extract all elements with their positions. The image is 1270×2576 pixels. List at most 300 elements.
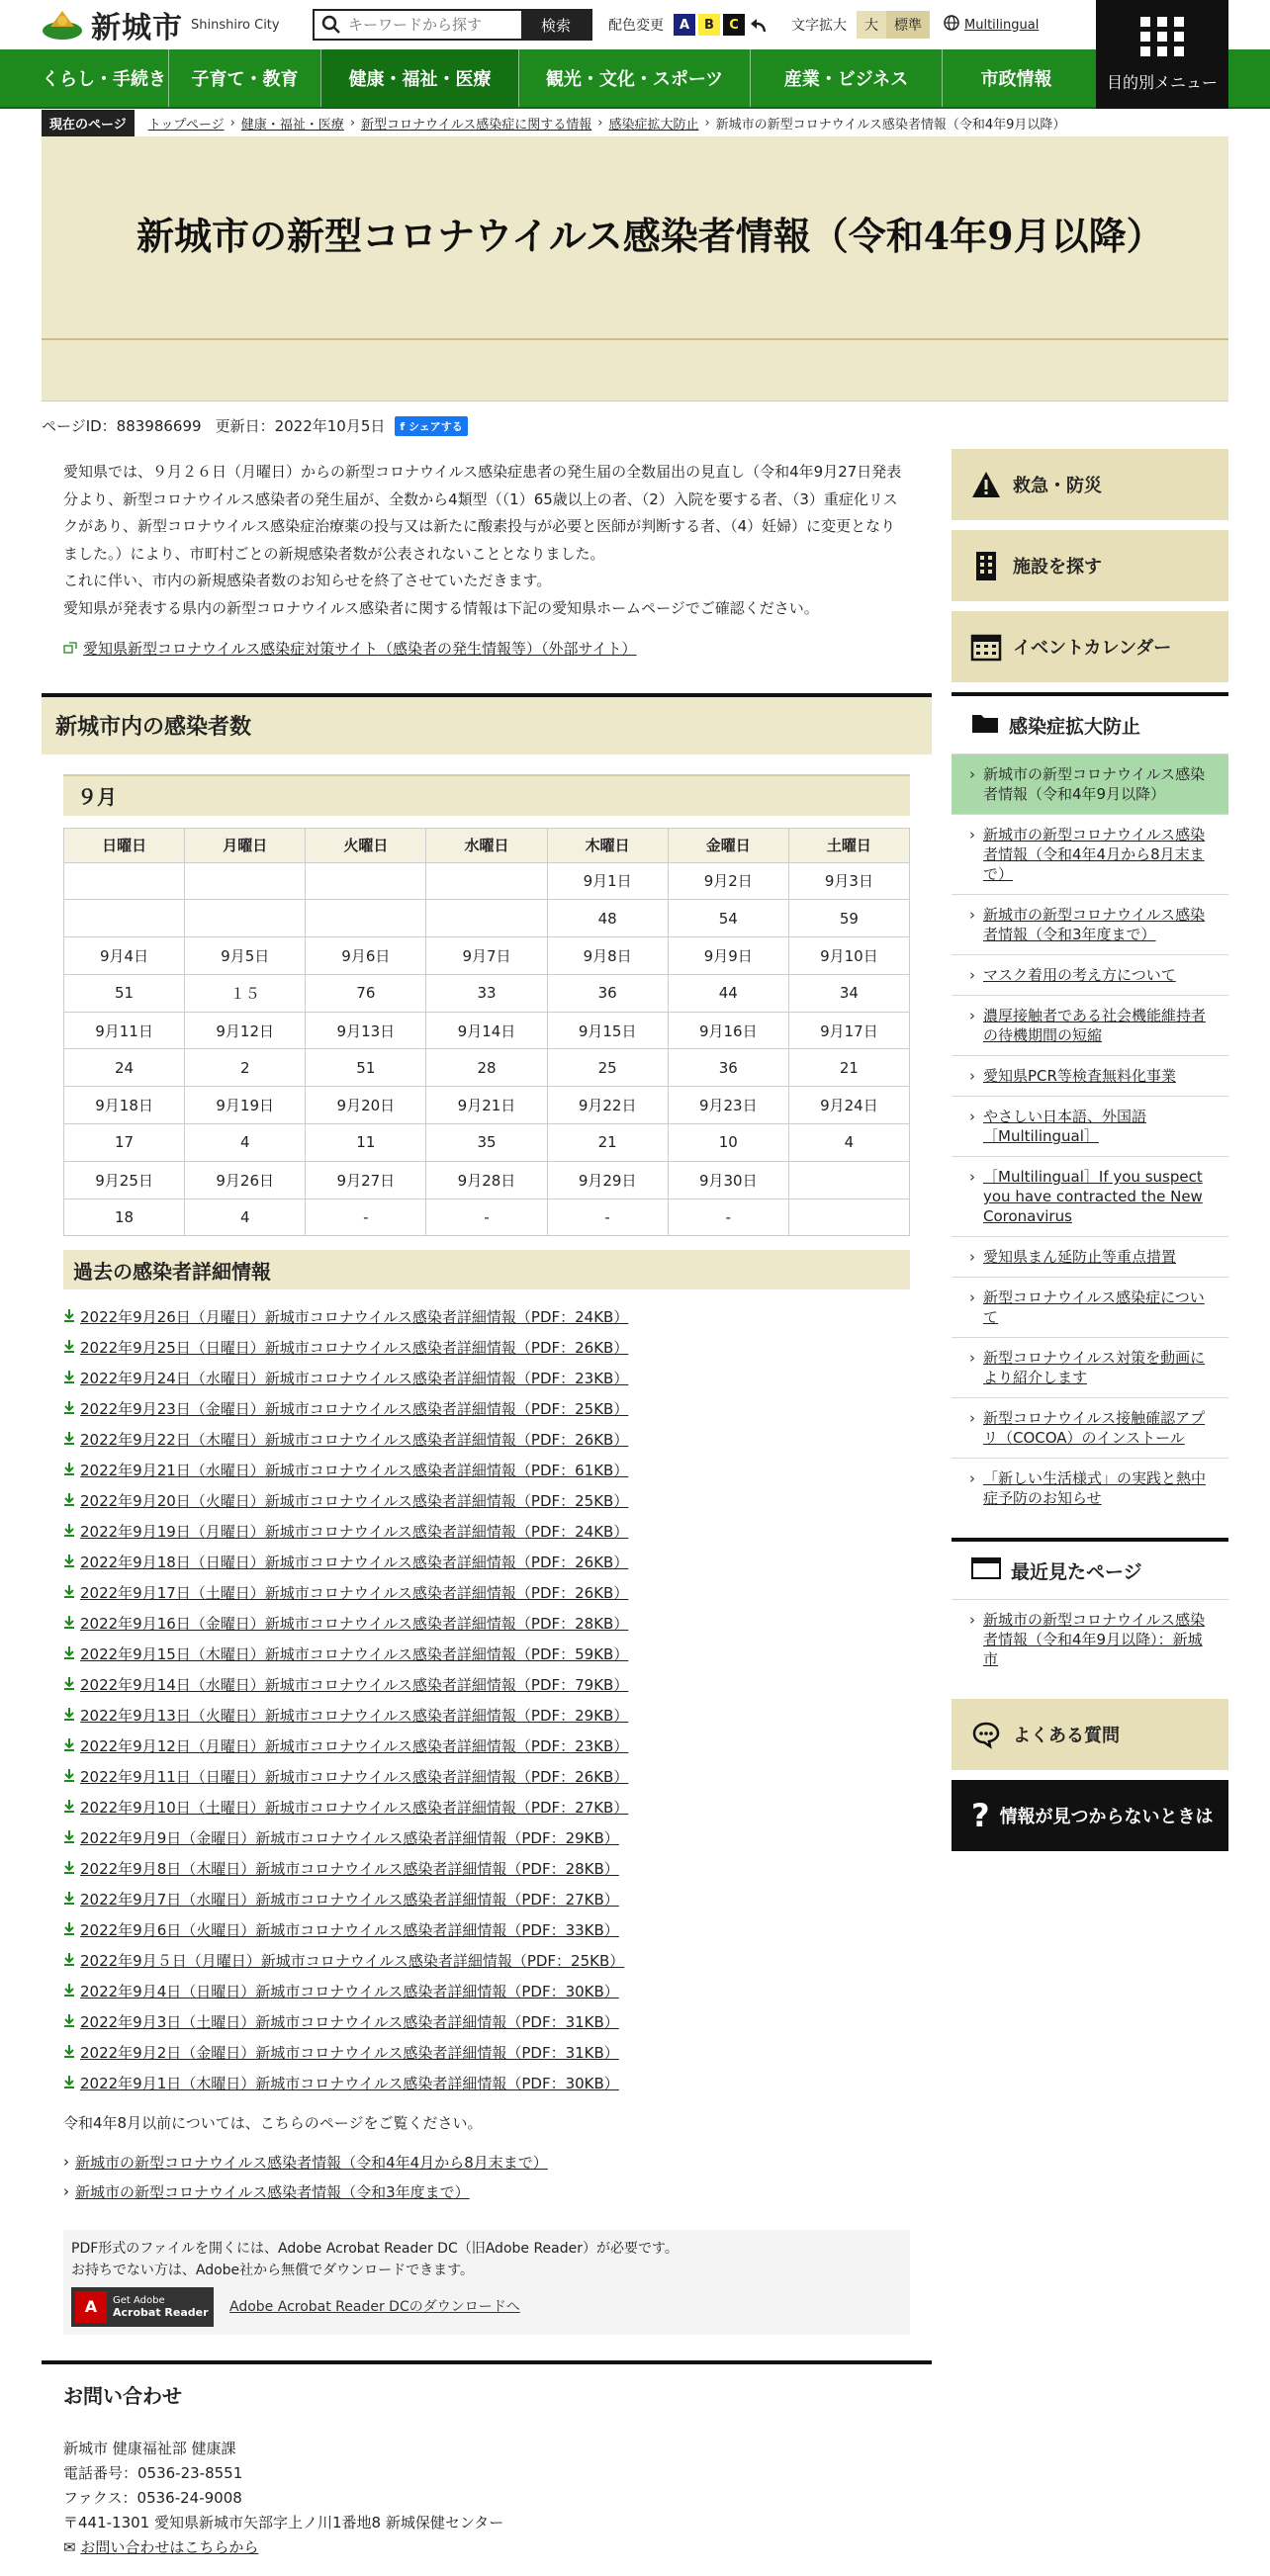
calendar-date-cell: 9月10日 bbox=[788, 937, 909, 975]
search-box bbox=[313, 9, 592, 41]
download-icon bbox=[63, 1554, 75, 1571]
chevron-right-icon: › bbox=[969, 1007, 975, 1024]
calendar-count-cell: 2 bbox=[185, 1049, 306, 1087]
calendar-date-row bbox=[64, 1161, 910, 1199]
page-meta bbox=[42, 415, 468, 436]
calendar-count-row bbox=[64, 1199, 910, 1236]
chevron-right-icon: › bbox=[63, 2182, 69, 2201]
pdf-link-label[interactable]: 2022年9月2日（金曜日）新城市コロナウイルス感染者詳細情報（PDF：31KB） bbox=[80, 2044, 619, 2063]
calendar-date-cell: 9月16日 bbox=[668, 1012, 788, 1049]
side-nav-item[interactable] bbox=[952, 1277, 1228, 1337]
pdf-link-item[interactable] bbox=[63, 1577, 910, 1608]
pdf-link-item[interactable] bbox=[63, 1884, 910, 1914]
calendar-count-cell: 17 bbox=[64, 1124, 185, 1162]
calendar-count-cell: 21 bbox=[547, 1124, 668, 1162]
adobe-reader-badge[interactable] bbox=[71, 2287, 214, 2327]
side-nav-item-label[interactable]: 愛知県PCR等検査無料化事業 bbox=[983, 1067, 1176, 1085]
not-found-label: 情報が見つからないときは bbox=[999, 1807, 1214, 1827]
calendar-date-cell: 9月18日 bbox=[64, 1087, 185, 1124]
pdf-link-label[interactable]: 2022年9月13日（火曜日）新城市コロナウイルス感染者詳細情報（PDF：29KB） bbox=[80, 1707, 629, 1726]
calendar-date-cell bbox=[788, 1161, 909, 1199]
calendar-date-cell bbox=[306, 862, 426, 900]
calendar-date-row bbox=[64, 1087, 910, 1124]
intro-paragraph: 愛知県が発表する県内の新型コロナウイルス感染者に関する情報は下記の愛知県ホームページでご確認ください。 bbox=[63, 598, 819, 617]
multilingual-label[interactable]: Multilingual bbox=[964, 17, 1040, 33]
pdf-link-label[interactable]: 2022年9月8日（木曜日）新城市コロナウイルス感染者詳細情報（PDF：28KB） bbox=[80, 1860, 619, 1879]
color-b-button[interactable]: B bbox=[698, 14, 720, 36]
calendar-date-cell bbox=[426, 862, 547, 900]
calendar-date-cell: 9月1日 bbox=[547, 862, 668, 900]
color-label: 配色変更 bbox=[608, 18, 664, 34]
chevron-right-icon: › bbox=[969, 826, 975, 844]
pdf-link-label[interactable]: 2022年9月18日（日曜日）新城市コロナウイルス感染者詳細情報（PDF：26KB） bbox=[80, 1554, 629, 1572]
folder-icon bbox=[971, 712, 999, 739]
pdf-link-label[interactable]: 2022年9月23日（金曜日）新城市コロナウイルス感染者詳細情報（PDF：25KB） bbox=[80, 1400, 629, 1419]
calendar-count-row bbox=[64, 1049, 910, 1087]
side-nav-item[interactable] bbox=[952, 1096, 1228, 1156]
side-nav-item-label[interactable]: 新城市の新型コロナウイルス感染者情報（令和4年9月以降） bbox=[983, 765, 1206, 803]
pdf-link-label[interactable]: 2022年9月4日（日曜日）新城市コロナウイルス感染者詳細情報（PDF：30KB） bbox=[80, 1983, 619, 2001]
page-title: 新城市の新型コロナウイルス感染者情報（令和4年9月以降） bbox=[136, 214, 1164, 258]
pdf-link-label[interactable]: 2022年9月14日（水曜日）新城市コロナウイルス感染者詳細情報（PDF：79KB） bbox=[80, 1676, 629, 1695]
chevron-right-icon: › bbox=[969, 1288, 975, 1306]
calendar-date-cell: 9月17日 bbox=[788, 1012, 909, 1049]
contact-form-label[interactable]: お問い合わせはこちらから bbox=[80, 2538, 259, 2556]
side-nav-item[interactable] bbox=[952, 1337, 1228, 1397]
side-nav-item[interactable] bbox=[952, 1055, 1228, 1096]
month-heading: ９月 bbox=[63, 774, 910, 816]
weekday-header: 水曜日 bbox=[426, 828, 547, 862]
sidebar bbox=[952, 449, 1228, 1851]
side-nav-item[interactable] bbox=[952, 894, 1228, 954]
calendar-date-cell: 9月19日 bbox=[185, 1087, 306, 1124]
calendar-date-cell: 9月23日 bbox=[668, 1087, 788, 1124]
search-input[interactable] bbox=[348, 11, 521, 39]
pdf-link-label[interactable]: 2022年9月25日（日曜日）新城市コロナウイルス感染者詳細情報（PDF：26KB） bbox=[80, 1339, 629, 1358]
color-reset-icon[interactable] bbox=[748, 14, 770, 36]
chevron-right-icon: › bbox=[63, 2153, 69, 2172]
mega-menu-button[interactable] bbox=[1096, 0, 1228, 109]
side-nav-item[interactable] bbox=[952, 1236, 1228, 1277]
calendar-date-cell: 9月29日 bbox=[547, 1161, 668, 1199]
pdf-link-label[interactable]: 2022年9月6日（火曜日）新城市コロナウイルス感染者詳細情報（PDF：33KB） bbox=[80, 1921, 619, 1940]
calendar-count-cell bbox=[185, 900, 306, 937]
download-icon bbox=[63, 1370, 75, 1387]
pdf-link-item[interactable] bbox=[63, 1547, 910, 1577]
calendar-date-cell: 9月24日 bbox=[788, 1087, 909, 1124]
chevron-right-icon: › bbox=[969, 966, 975, 984]
weekday-header: 日曜日 bbox=[64, 828, 185, 862]
chevron-right-icon: › bbox=[969, 1611, 975, 1629]
recent-item[interactable] bbox=[952, 1599, 1228, 1679]
download-icon bbox=[63, 1952, 75, 1970]
side-nav-list bbox=[952, 754, 1228, 1518]
calendar-count-cell: - bbox=[547, 1199, 668, 1236]
pdf-link-label[interactable]: 2022年9月５日（月曜日）新城市コロナウイルス感染者詳細情報（PDF：25KB） bbox=[80, 1952, 625, 1971]
pdf-link-label[interactable]: 2022年9月7日（水曜日）新城市コロナウイルス感染者詳細情報（PDF：27KB） bbox=[80, 1891, 619, 1910]
speech-bubble-icon bbox=[971, 1720, 1001, 1749]
adobe-badge-top: Get Adobe bbox=[113, 2294, 165, 2306]
side-nav-item-label[interactable]: 新型コロナウイルス感染症について bbox=[983, 1288, 1205, 1326]
intro-paragraph: 愛知県では、９月２６日（月曜日）からの新型コロナウイルス感染症患者の発生届の全数届出の見直し（令和4年9月27日発表分より、新型コロナウイルス感染者の発生届が、全数から4類型（（1）65歳以上の者、（2）入院を要する者、（3）重症化リスクがあり、新型コロナウイルス感染症治療薬の投与又は新たに酸素投与が必要と医師が判断する者、（4）妊婦）に変更となりました。）により、市町村ごとの新規感染者数が公表されないこととなりました。 bbox=[63, 463, 902, 563]
nav-item-health[interactable]: 健康・福祉・医療 bbox=[320, 49, 518, 107]
calendar-count-cell: 36 bbox=[547, 974, 668, 1012]
main-content bbox=[42, 449, 932, 2335]
chevron-right-icon: › bbox=[969, 1108, 975, 1125]
calendar-count-cell bbox=[788, 1199, 909, 1236]
calendar-date-cell: 9月9日 bbox=[668, 937, 788, 975]
chevron-right-icon: › bbox=[969, 1168, 975, 1186]
pdf-link-label[interactable]: 2022年9月11日（日曜日）新城市コロナウイルス感染者詳細情報（PDF：26KB） bbox=[80, 1768, 629, 1787]
nav-item-government[interactable]: 市政情報 bbox=[942, 49, 1090, 107]
calendar-count-cell: 33 bbox=[426, 974, 547, 1012]
calendar-count-cell: 44 bbox=[668, 974, 788, 1012]
download-icon bbox=[63, 1829, 75, 1847]
pdf-link-item[interactable] bbox=[63, 1455, 910, 1485]
pdf-link-item[interactable] bbox=[63, 1424, 910, 1455]
calendar-date-cell bbox=[185, 862, 306, 900]
faq-label: よくある質問 bbox=[1013, 1726, 1120, 1746]
pdf-link-item[interactable] bbox=[63, 1301, 910, 1332]
search-icon bbox=[315, 11, 348, 39]
calendar-count-cell bbox=[306, 900, 426, 937]
calendar-date-cell: 9月27日 bbox=[306, 1161, 426, 1199]
calendar-date-cell: 9月2日 bbox=[668, 862, 788, 900]
pdf-link-label[interactable]: 2022年9月22日（木曜日）新城市コロナウイルス感染者詳細情報（PDF：26KB） bbox=[80, 1431, 629, 1450]
site-logo[interactable] bbox=[42, 3, 309, 46]
download-icon bbox=[63, 1615, 75, 1633]
warning-icon bbox=[971, 470, 1001, 499]
page-id: ページID：883986699 bbox=[42, 417, 202, 435]
chevron-right-icon: › bbox=[969, 1248, 975, 1266]
contact-fax: ファクス：0536-24-9008 bbox=[63, 2489, 242, 2507]
calendar-count-cell: 76 bbox=[306, 974, 426, 1012]
pdf-link-item[interactable] bbox=[63, 1945, 910, 1976]
not-found-button[interactable] bbox=[952, 1780, 1228, 1851]
nav-item-life[interactable]: くらし・手続き bbox=[42, 69, 166, 90]
side-nav-item-label[interactable]: 新城市の新型コロナウイルス感染者情報（令和3年度まで） bbox=[983, 906, 1206, 943]
pdf-link-label[interactable]: 2022年9月19日（月曜日）新城市コロナウイルス感染者詳細情報（PDF：24KB） bbox=[80, 1523, 629, 1542]
font-large-button[interactable]: 大 bbox=[857, 11, 886, 39]
calendar-icon bbox=[971, 632, 1001, 662]
breadcrumb-here-label: 現在のページ bbox=[42, 110, 135, 136]
calendar-date-cell: 9月12日 bbox=[185, 1012, 306, 1049]
pdf-link-item[interactable] bbox=[63, 1363, 910, 1393]
calendar-date-row bbox=[64, 937, 910, 975]
global-nav bbox=[0, 49, 1270, 109]
facility-button[interactable] bbox=[952, 530, 1228, 601]
section-heading: 新城市内の感染者数 bbox=[42, 693, 932, 755]
contact-form-link[interactable] bbox=[63, 2535, 910, 2560]
download-icon bbox=[63, 2013, 75, 2031]
calendar-count-cell: 59 bbox=[788, 900, 909, 937]
nav-item-childcare[interactable]: 子育て・教育 bbox=[168, 49, 320, 107]
prior-link-label[interactable]: 新城市の新型コロナウイルス感染者情報（令和4年4月から8月末まで） bbox=[75, 2153, 548, 2172]
calendar-date-cell: 9月26日 bbox=[185, 1161, 306, 1199]
calendar-date-cell: 9月7日 bbox=[426, 937, 547, 975]
download-icon bbox=[63, 1492, 75, 1510]
side-nav-item-label[interactable]: 濃厚接触者である社会機能維持者の待機期間の短縮 bbox=[983, 1007, 1207, 1044]
download-icon bbox=[63, 1676, 75, 1694]
chevron-right-icon: › bbox=[704, 115, 710, 131]
calendar-date-cell: 9月15日 bbox=[547, 1012, 668, 1049]
prior-links bbox=[63, 2147, 910, 2206]
pdf-link-item[interactable] bbox=[63, 1822, 910, 1853]
pdf-link-label[interactable]: 2022年9月15日（木曜日）新城市コロナウイルス感染者詳細情報（PDF：59KB） bbox=[80, 1645, 629, 1664]
pdf-link-item[interactable] bbox=[63, 1914, 910, 1945]
question-icon: ? bbox=[971, 1797, 990, 1834]
calendar-count-cell: - bbox=[426, 1199, 547, 1236]
city-emblem-icon bbox=[42, 9, 83, 41]
calendar-count-cell: - bbox=[306, 1199, 426, 1236]
side-nav-item[interactable] bbox=[952, 1156, 1228, 1236]
download-icon bbox=[63, 1891, 75, 1909]
side-section-title: 感染症拡大防止 bbox=[1009, 715, 1141, 738]
facility-label: 施設を探す bbox=[1013, 557, 1102, 577]
calendar-count-row bbox=[64, 1124, 910, 1162]
recent-list bbox=[952, 1599, 1228, 1679]
calendar-count-cell: 48 bbox=[547, 900, 668, 937]
intro-paragraph: これに伴い、市内の新規感染者数のお知らせを終了させていただきます。 bbox=[63, 572, 552, 589]
calendar-date-cell: 9月8日 bbox=[547, 937, 668, 975]
download-icon bbox=[63, 1737, 75, 1755]
side-section-heading bbox=[952, 692, 1228, 754]
calendar-count-cell: 24 bbox=[64, 1049, 185, 1087]
chevron-right-icon: › bbox=[969, 1409, 975, 1427]
calendar-count-cell bbox=[64, 900, 185, 937]
breadcrumb-link-top[interactable]: トップページ bbox=[147, 117, 225, 133]
nav-item-tourism[interactable]: 観光・文化・スポーツ bbox=[518, 49, 750, 107]
chevron-right-icon: › bbox=[229, 115, 235, 131]
contact-section bbox=[42, 2360, 932, 2576]
pdf-link-label[interactable]: 2022年9月21日（水曜日）新城市コロナウイルス感染者詳細情報（PDF：61KB） bbox=[80, 1462, 629, 1480]
breadcrumb-link-health[interactable]: 健康・福祉・医療 bbox=[240, 117, 344, 133]
infection-calendar bbox=[63, 828, 910, 1237]
calendar-count-cell: 4 bbox=[788, 1124, 909, 1162]
calendar-date-cell: 9月21日 bbox=[426, 1087, 547, 1124]
mega-menu-label: 目的別メニュー bbox=[1106, 72, 1218, 92]
side-nav-item[interactable] bbox=[952, 954, 1228, 995]
pdf-link-item[interactable] bbox=[63, 2037, 910, 2068]
chevron-right-icon: › bbox=[349, 115, 356, 131]
emergency-button[interactable] bbox=[952, 449, 1228, 520]
calendar-count-row bbox=[64, 900, 910, 937]
side-nav-item[interactable] bbox=[952, 754, 1228, 814]
past-info-heading: 過去の感染者詳細情報 bbox=[63, 1250, 910, 1289]
pdf-link-label[interactable]: 2022年9月3日（土曜日）新城市コロナウイルス感染者詳細情報（PDF：31KB） bbox=[80, 2013, 619, 2032]
prior-link-label[interactable]: 新城市の新型コロナウイルス感染者情報（令和3年度まで） bbox=[75, 2182, 470, 2201]
calendar-date-cell: 9月14日 bbox=[426, 1012, 547, 1049]
side-nav-item-label[interactable]: 新型コロナウイルス対策を動画により紹介します bbox=[983, 1349, 1206, 1386]
pdf-link-item[interactable] bbox=[63, 1516, 910, 1547]
side-nav-item-label[interactable]: ［Multilingual］If you suspect you have contracted the New Coronavirus bbox=[983, 1168, 1203, 1225]
calendar-date-cell: 9月30日 bbox=[668, 1161, 788, 1199]
side-nav-item-label[interactable]: 新型コロナウイルス接触確認アプリ（COCOA）のインストール bbox=[983, 1409, 1206, 1447]
event-calendar-button[interactable] bbox=[952, 611, 1228, 682]
calendar-count-cell bbox=[426, 900, 547, 937]
breadcrumb-current: 新城市の新型コロナウイルス感染者情報（令和4年9月以降） bbox=[715, 117, 1066, 133]
calendar-date-cell: 9月25日 bbox=[64, 1161, 185, 1199]
calendar-count-cell: 54 bbox=[668, 900, 788, 937]
pdf-link-item[interactable] bbox=[63, 1792, 910, 1822]
side-nav-item[interactable] bbox=[952, 814, 1228, 894]
pdf-link-label[interactable]: 2022年9月10日（土曜日）新城市コロナウイルス感染者詳細情報（PDF：27KB） bbox=[80, 1799, 629, 1818]
updated-date: 更新日：2022年10月5日 bbox=[215, 417, 386, 435]
adobe-notice-text: お持ちでない方は、Adobe社から無償でダウンロードできます。 bbox=[71, 2263, 475, 2279]
contact-dept: 新城市 健康福祉部 健康課 bbox=[63, 2440, 236, 2457]
calendar-count-cell: 28 bbox=[426, 1049, 547, 1087]
external-link-label[interactable]: 愛知県新型コロナウイルス感染症対策サイト（感染者の発生情報等）（外部サイト） bbox=[83, 640, 637, 658]
calendar-date-cell: 9月5日 bbox=[185, 937, 306, 975]
calendar-date-cell: 9月4日 bbox=[64, 937, 185, 975]
adobe-pdf-icon: A bbox=[75, 2291, 107, 2323]
pdf-link-item[interactable] bbox=[63, 1976, 910, 2006]
pdf-link-item[interactable] bbox=[63, 1332, 910, 1363]
calendar-count-cell: 51 bbox=[306, 1049, 426, 1087]
download-icon bbox=[63, 1308, 75, 1326]
prior-link[interactable] bbox=[63, 2147, 910, 2176]
download-icon bbox=[63, 1584, 75, 1602]
side-nav-item-label[interactable]: 愛知県まん延防止等重点措置 bbox=[983, 1248, 1177, 1266]
chevron-right-icon: › bbox=[969, 1349, 975, 1367]
pdf-link-item[interactable] bbox=[63, 1761, 910, 1792]
download-icon bbox=[63, 1707, 75, 1725]
grid-icon bbox=[1140, 17, 1184, 60]
calendar-date-cell: 9月20日 bbox=[306, 1087, 426, 1124]
pdf-link-item[interactable] bbox=[63, 1393, 910, 1424]
adobe-notice bbox=[63, 2230, 910, 2335]
recent-title: 最近見たページ bbox=[1011, 1560, 1142, 1583]
mail-icon: ✉ bbox=[63, 2538, 76, 2556]
pdf-link-item[interactable] bbox=[63, 1485, 910, 1516]
breadcrumb-link-covid[interactable]: 新型コロナウイルス感染症に関する情報 bbox=[361, 117, 592, 133]
calendar-count-cell: 51 bbox=[64, 974, 185, 1012]
color-switcher bbox=[608, 14, 770, 36]
pdf-link-item[interactable] bbox=[63, 2068, 910, 2098]
weekday-header: 木曜日 bbox=[547, 828, 668, 862]
adobe-download-link[interactable]: Adobe Acrobat Reader DCのダウンロードへ bbox=[229, 2299, 520, 2316]
browser-window-icon bbox=[971, 1557, 1001, 1584]
download-icon bbox=[63, 1400, 75, 1418]
side-nav-item-label[interactable]: 「新しい生活様式」の実践と熱中症予防のお知らせ bbox=[983, 1469, 1207, 1507]
download-icon bbox=[63, 1431, 75, 1449]
calendar-date-row bbox=[64, 1012, 910, 1049]
logo-english: Shinshiro City bbox=[191, 17, 280, 33]
weekday-header: 火曜日 bbox=[306, 828, 426, 862]
pdf-link-label[interactable]: 2022年9月9日（金曜日）新城市コロナウイルス感染者詳細情報（PDF：29KB） bbox=[80, 1829, 619, 1848]
site-header bbox=[0, 0, 1270, 49]
pdf-link-item[interactable] bbox=[63, 1853, 910, 1884]
font-standard-button[interactable]: 標準 bbox=[886, 11, 930, 39]
weekday-header: 土曜日 bbox=[788, 828, 909, 862]
prior-note: 令和4年8月以前については、こちらのページをご覧ください。 bbox=[63, 2114, 483, 2133]
calendar-count-row bbox=[64, 974, 910, 1012]
calendar-count-cell: 36 bbox=[668, 1049, 788, 1087]
pdf-list bbox=[63, 1301, 910, 2098]
color-a-button[interactable]: A bbox=[674, 14, 695, 36]
pdf-link-item[interactable] bbox=[63, 1608, 910, 1639]
facebook-share-label: シェアする bbox=[408, 419, 463, 433]
calendar-count-cell: 25 bbox=[547, 1049, 668, 1087]
pdf-link-item[interactable] bbox=[63, 1669, 910, 1700]
pdf-link-label[interactable]: 2022年9月1日（木曜日）新城市コロナウイルス感染者詳細情報（PDF：30KB） bbox=[80, 2075, 619, 2093]
nav-item-industry[interactable]: 産業・ビジネス bbox=[750, 49, 942, 107]
title-banner bbox=[42, 136, 1228, 401]
external-link-icon bbox=[63, 636, 77, 664]
calendar-date-cell: 9月28日 bbox=[426, 1161, 547, 1199]
chevron-right-icon: › bbox=[969, 906, 975, 924]
chevron-right-icon: › bbox=[969, 1067, 975, 1085]
building-icon bbox=[971, 551, 1001, 580]
event-calendar-label: イベントカレンダー bbox=[1013, 638, 1172, 659]
breadcrumb bbox=[42, 109, 1270, 136]
download-icon bbox=[63, 1768, 75, 1786]
faq-button[interactable] bbox=[952, 1699, 1228, 1770]
side-nav-item[interactable] bbox=[952, 1397, 1228, 1458]
breadcrumb-link-prevention[interactable]: 感染症拡大防止 bbox=[608, 117, 699, 133]
calendar-date-row bbox=[64, 862, 910, 900]
pdf-link-item[interactable] bbox=[63, 1639, 910, 1669]
pdf-link-label[interactable]: 2022年9月16日（金曜日）新城市コロナウイルス感染者詳細情報（PDF：28KB） bbox=[80, 1615, 629, 1634]
recent-item-label[interactable]: 新城市の新型コロナウイルス感染者情報（令和4年9月以降）：新城市 bbox=[983, 1611, 1206, 1668]
side-nav-item-label[interactable]: マスク着用の考え方について bbox=[983, 966, 1176, 984]
calendar-count-cell: 34 bbox=[788, 974, 909, 1012]
pdf-link-label[interactable]: 2022年9月20日（火曜日）新城市コロナウイルス感染者詳細情報（PDF：25KB） bbox=[80, 1492, 629, 1511]
download-icon bbox=[63, 1799, 75, 1817]
prior-link[interactable] bbox=[63, 2176, 910, 2206]
calendar-count-cell: １５ bbox=[185, 974, 306, 1012]
download-icon bbox=[63, 2075, 75, 2092]
intro-text bbox=[42, 449, 932, 664]
calendar-count-cell: 4 bbox=[185, 1124, 306, 1162]
search-button[interactable]: 検索 bbox=[521, 11, 590, 39]
download-icon bbox=[63, 1860, 75, 1878]
download-icon bbox=[63, 1921, 75, 1939]
contact-heading: お問い合わせ bbox=[63, 2384, 182, 2408]
side-nav-item[interactable] bbox=[952, 1458, 1228, 1518]
chevron-right-icon: › bbox=[969, 765, 975, 783]
multilingual-link[interactable] bbox=[944, 15, 1039, 35]
pdf-link-label[interactable]: 2022年9月17日（土曜日）新城市コロナウイルス感染者詳細情報（PDF：26KB） bbox=[80, 1584, 629, 1603]
calendar-date-cell: 9月3日 bbox=[788, 862, 909, 900]
pdf-link-label[interactable]: 2022年9月24日（水曜日）新城市コロナウイルス感染者詳細情報（PDF：23KB） bbox=[80, 1370, 629, 1388]
pdf-link-label[interactable]: 2022年9月12日（月曜日）新城市コロナウイルス感染者詳細情報（PDF：23KB） bbox=[80, 1737, 629, 1756]
pdf-link-item[interactable] bbox=[63, 1700, 910, 1731]
download-icon bbox=[63, 1339, 75, 1357]
side-nav-item-label[interactable]: やさしい日本語、外国語［Multilingual］ bbox=[983, 1108, 1147, 1145]
color-c-button[interactable]: C bbox=[723, 14, 745, 36]
adobe-badge-bottom: Acrobat Reader bbox=[113, 2305, 209, 2319]
facebook-share-button[interactable]: f シェアする bbox=[395, 416, 467, 436]
calendar-date-cell: 9月13日 bbox=[306, 1012, 426, 1049]
calendar-date-cell bbox=[64, 862, 185, 900]
external-link[interactable] bbox=[63, 636, 910, 664]
pdf-link-item[interactable] bbox=[63, 1731, 910, 1761]
side-nav-item-label[interactable]: 新城市の新型コロナウイルス感染者情報（令和4年4月から8月末まで） bbox=[983, 826, 1206, 883]
weekday-header: 金曜日 bbox=[668, 828, 788, 862]
pdf-link-item[interactable] bbox=[63, 2006, 910, 2037]
globe-icon bbox=[944, 15, 959, 35]
calendar-date-cell: 9月22日 bbox=[547, 1087, 668, 1124]
calendar-count-cell: 21 bbox=[788, 1049, 909, 1087]
emergency-label: 救急・防災 bbox=[1013, 476, 1102, 496]
download-icon bbox=[63, 1462, 75, 1479]
calendar-date-cell: 9月6日 bbox=[306, 937, 426, 975]
pdf-link-label[interactable]: 2022年9月26日（月曜日）新城市コロナウイルス感染者詳細情報（PDF：24KB） bbox=[80, 1308, 629, 1327]
side-nav-item[interactable] bbox=[952, 995, 1228, 1055]
calendar-count-cell: 35 bbox=[426, 1124, 547, 1162]
logo-name: 新城市 bbox=[91, 11, 183, 45]
